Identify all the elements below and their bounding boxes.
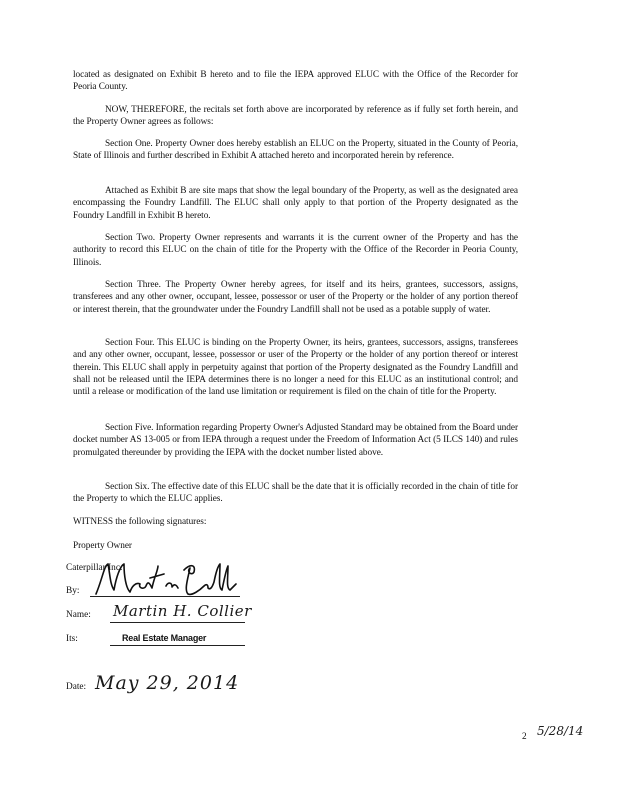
name-line [110,622,245,623]
paragraph: NOW, THEREFORE, the recitals set forth above are incorporated by reference as if fully set forth herein, and the Property Owner agrees as follows: [73,105,518,128]
by-label: By: [66,586,80,596]
company-name: Caterpillar Inc. [66,563,123,573]
paragraph: Section Six. The effective date of this ELUC shall be the date that it is officially recorded in the chain of title for the Property to which the ELUC applies. [73,482,518,505]
paragraph: Section Three. The Property Owner hereby agrees, for itself and its heirs, grantees, successors, assigns, transferees and any other owner, occupant, lessee, possessor or user of the Property or the holder of any portion thereof or interest therein, that the groundwater under the Foundry Landfill shall not be used as a potable supply of water. [73,280,518,315]
its-label: Its: [66,634,78,644]
title-line [110,645,245,646]
witness-line: WITNESS the following signatures: [73,517,207,527]
title-value: Real Estate Manager [122,633,207,643]
footer-handwritten-date: 5/28/14 [537,724,584,738]
page-number: 2 [522,732,527,742]
name-label: Name: [66,610,91,620]
date-handwritten: May 29, 2014 [95,672,240,694]
name-handwritten: Martin H. Collier [113,602,252,620]
paragraph: Section Two. Property Owner represents and warrants it is the current owner of the Property and has the authority to record this ELUC on the chain of title for the Property with the Office of the Recorder in Peoria County, Illinois. [73,233,518,268]
property-owner-label: Property Owner [73,541,132,551]
signature-image [92,560,242,600]
date-label: Date: [66,682,87,692]
paragraph: located as designated on Exhibit B hereto and to file the IEPA approved ELUC with the Office of the Recorder for Peoria County. [73,70,518,93]
paragraph: Section One. Property Owner does hereby establish an ELUC on the Property, situated in the County of Peoria, State of Illinois and further described in Exhibit A attached hereto and incorporated herein by reference. [73,139,518,162]
paragraph: Section Four. This ELUC is binding on the Property Owner, its heirs, grantees, successors, assigns, transferees and any other owner, occupant, lessee, possessor or user of the Property or the holder of any portion thereof or interest therein. This ELUC shall apply in perpetuity against that portion of the Property designated as the Foundry Landfill and shall not be released until the IEPA determines there is no longer a need for this ELUC as an institutional control; and until a release or modification of the land use limitation or requirement is filed on the chain of title for the Property. [73,338,518,398]
paragraph: Section Five. Information regarding Property Owner's Adjusted Standard may be obtained from the Board under docket number AS 13-005 or from IEPA through a request under the Freedom of Information Act (5 ILCS 140) and rules promulgated thereunder by providing the IEPA with the docket number listed above. [73,423,518,458]
paragraph: Attached as Exhibit B are site maps that show the legal boundary of the Property, as well as the designated area encompassing the Foundry Landfill. The ELUC shall only apply to that portion of the Property designated as the Foundry Landfill in Exhibit B hereto. [73,186,518,221]
